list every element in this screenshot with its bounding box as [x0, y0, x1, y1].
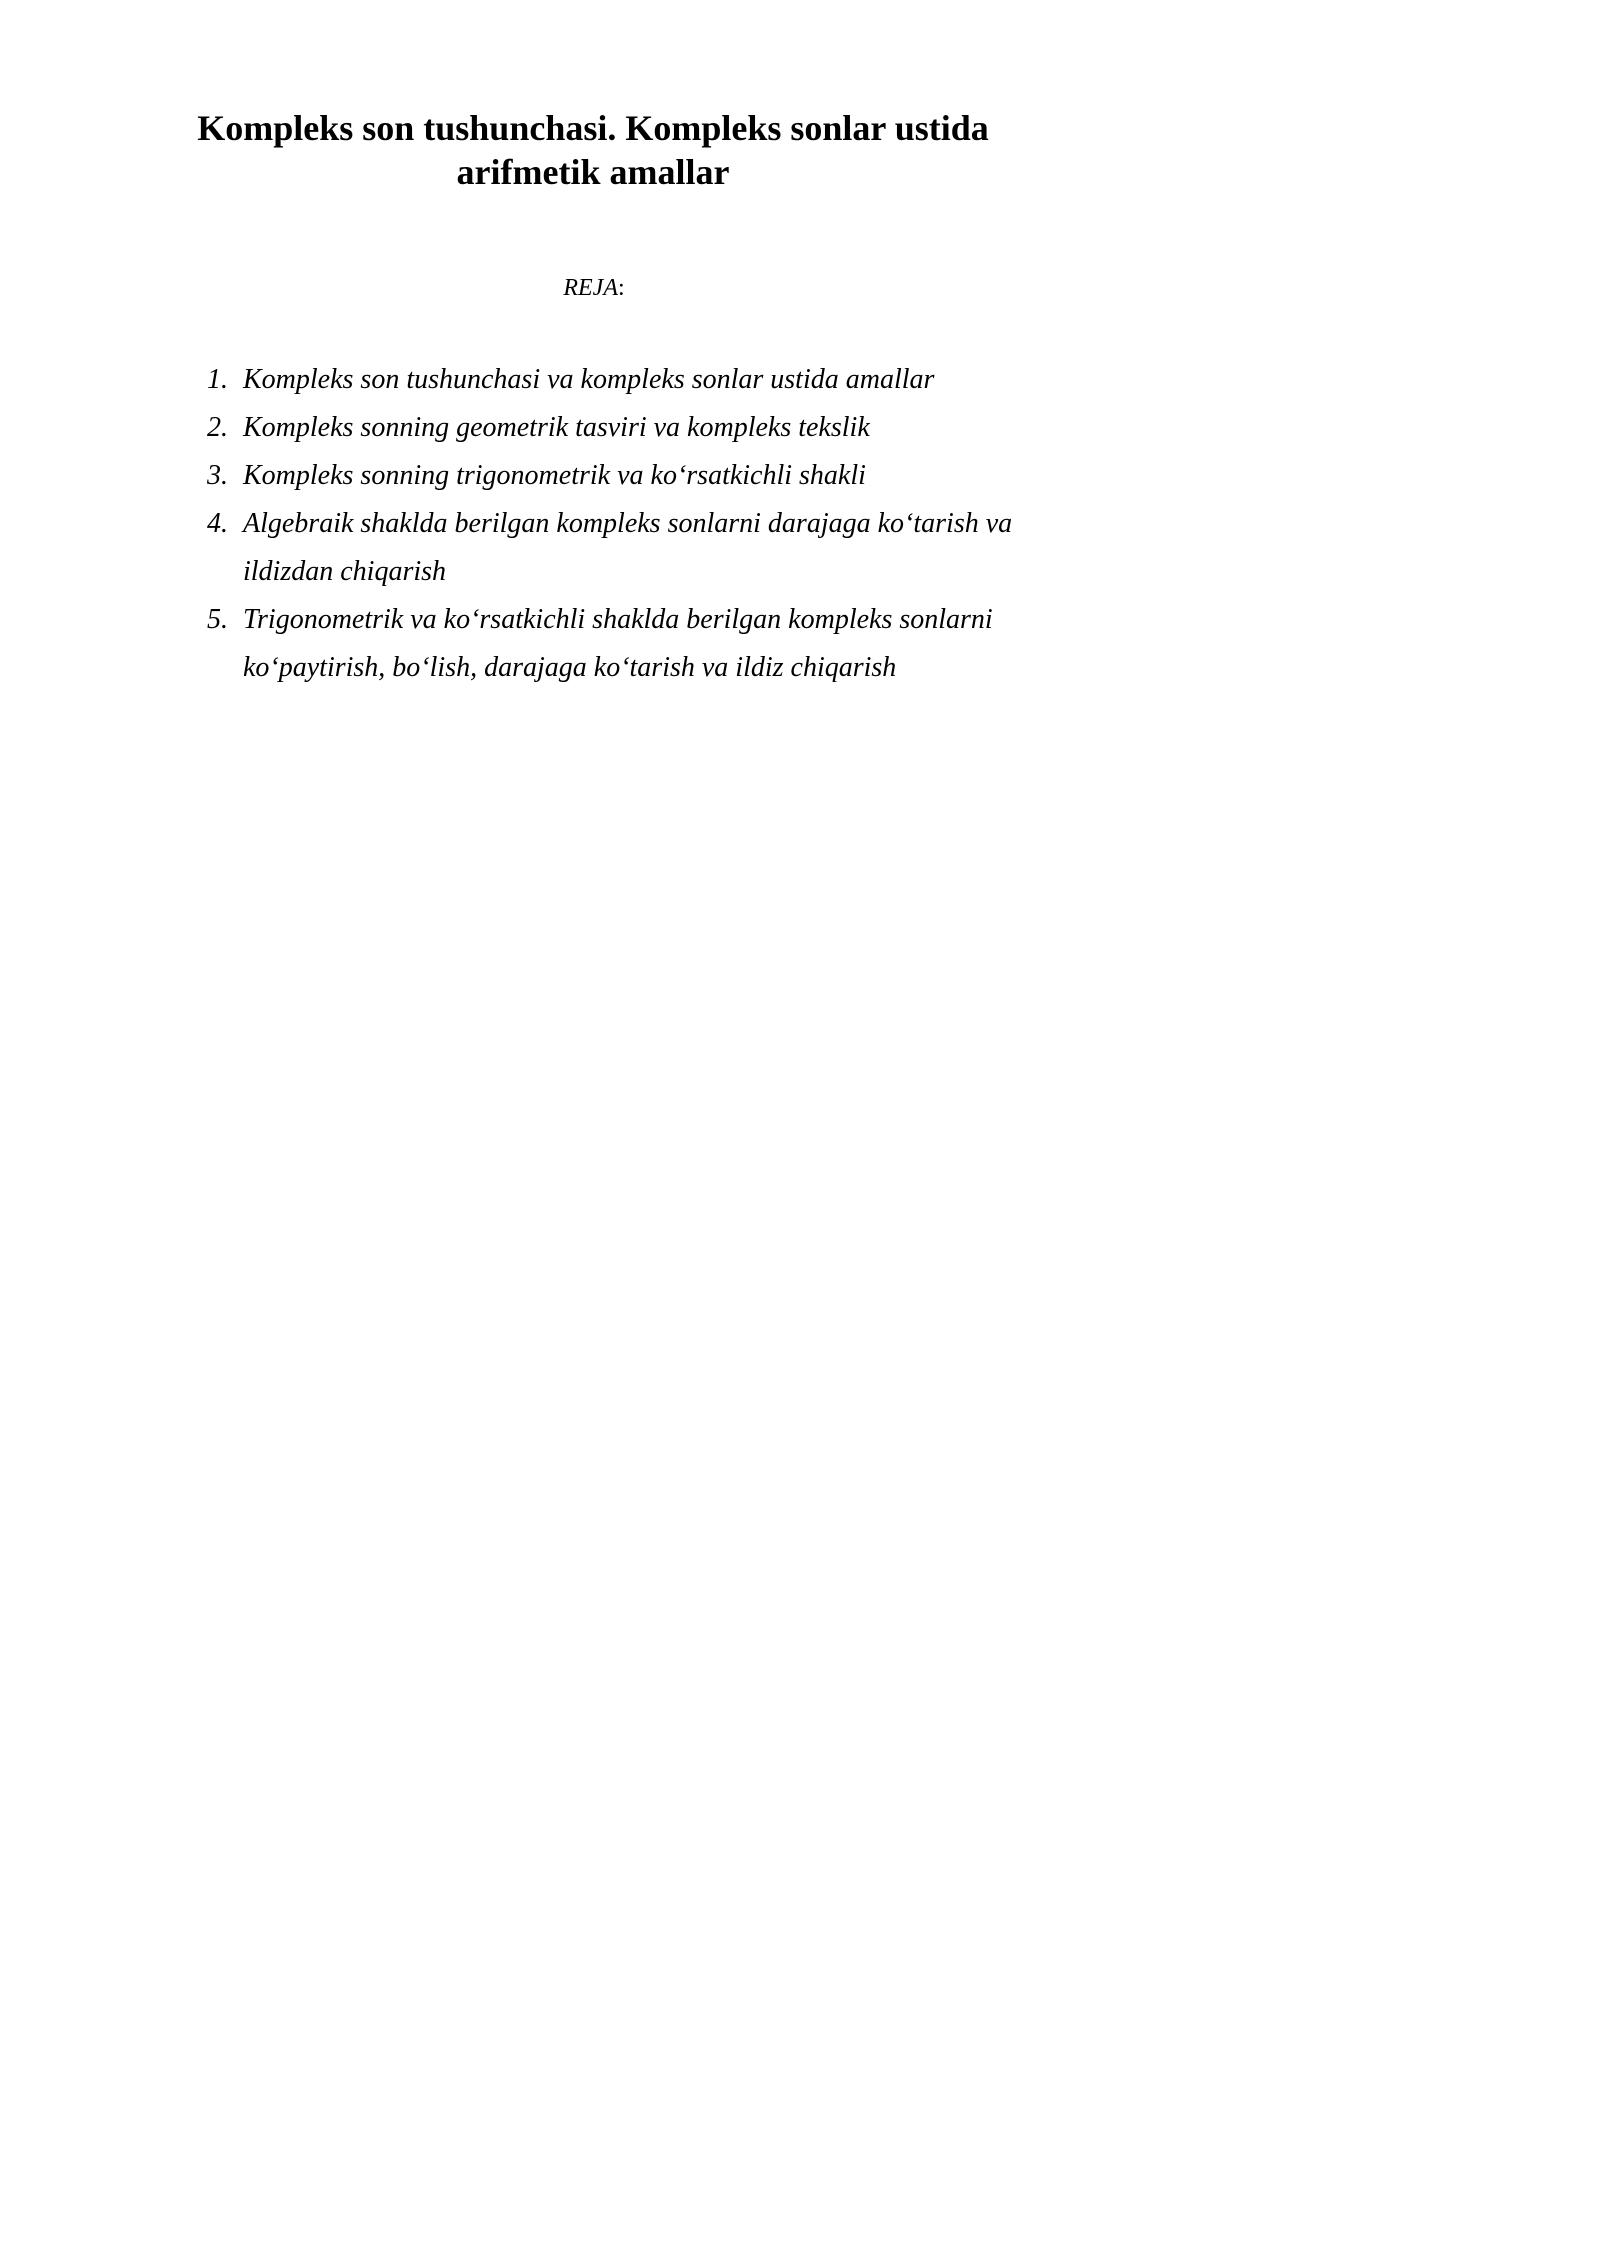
plan-item-5: [205, 596, 1045, 692]
plan-item-text: Algebraik shaklda berilgan kompleks sonlarni darajaga ko‘tarish va ildizdan chiqarish: [243, 508, 1013, 587]
plan-item-text: Trigonometrik va ko‘rsatkichli shaklda berilgan kompleks sonlarni ko‘paytirish, bo‘lish, darajaga ko‘tarish va ildiz chiqarish: [243, 604, 993, 683]
plan-item-number: 2.: [207, 412, 228, 443]
plan-item-text: Kompleks son tushunchasi va kompleks sonlar ustida amallar: [243, 364, 935, 395]
plan-item-1: [205, 356, 1045, 404]
plan-item-number: 4.: [207, 508, 228, 539]
plan-item-number: 5.: [207, 604, 228, 635]
plan-item-4: [205, 500, 1045, 596]
plan-list: [205, 356, 1045, 692]
plan-heading-label: REJA: [563, 275, 618, 301]
plan-item-text: Kompleks sonning trigonometrik va ko‘rsatkichli shakli: [243, 460, 866, 491]
document-title: Kompleks son tushunchasi. Kompleks sonlar ustida arifmetik amallar: [197, 108, 989, 192]
plan-heading: [0, 273, 1188, 303]
plan-item-3: [205, 452, 1045, 500]
plan-item-number: 3.: [207, 460, 228, 491]
plan-item-text: Kompleks sonning geometrik tasviri va kompleks tekslik: [243, 412, 870, 443]
plan-item-2: [205, 404, 1045, 452]
plan-heading-colon: :: [617, 275, 625, 301]
document-page: [0, 0, 1100, 1556]
plan-item-number: 1.: [207, 364, 228, 395]
